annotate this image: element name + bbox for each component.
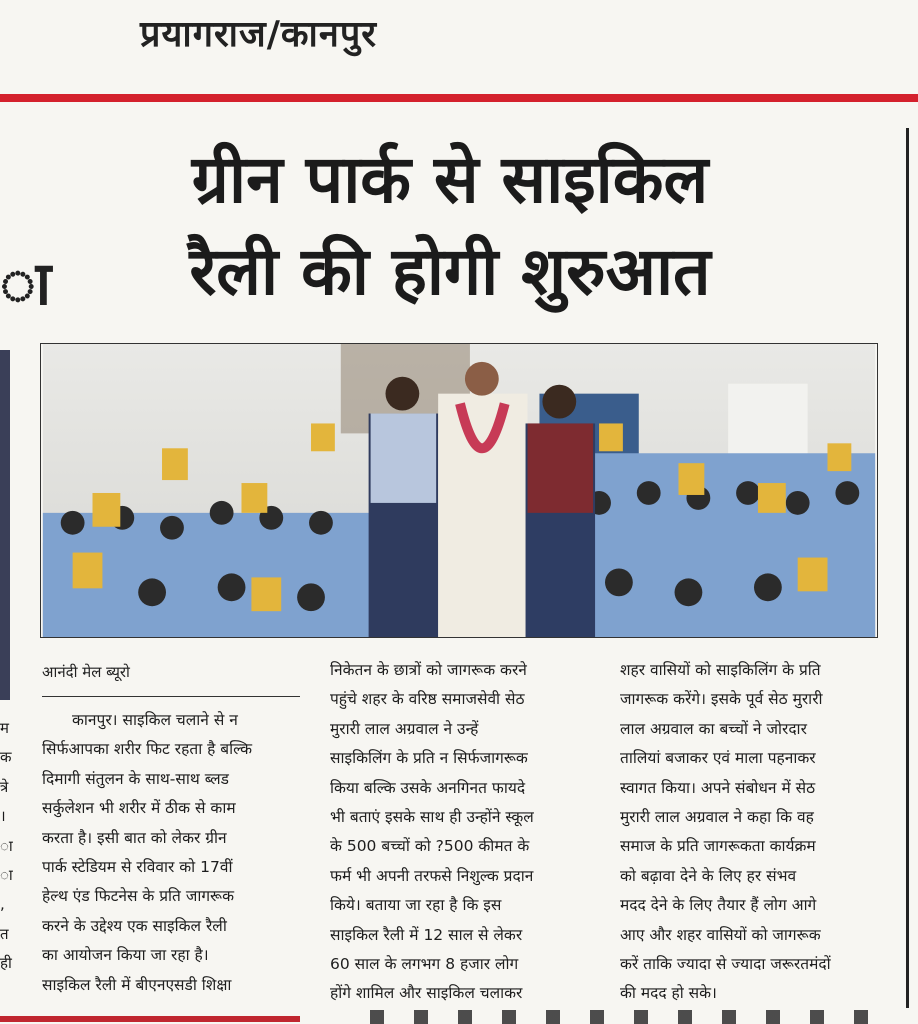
fragment-char: ा	[0, 866, 13, 885]
adjacent-photo-fragment	[0, 350, 10, 700]
fragment-char: त्रे	[0, 777, 9, 796]
article-line: लाल अग्रवाल का बच्चों ने जोरदार	[620, 719, 807, 738]
article-line: करें ताकि ज्यादा से ज्यादा जरूरतमंदों	[620, 955, 831, 974]
article-line: मदद देने के लिए तैयार हैं लोग आगे	[620, 896, 817, 915]
article-line: की मदद हो सके।	[620, 984, 717, 1003]
article-column-2	[330, 656, 592, 1009]
article-line: आए और शहर वासियों को जागरूक	[620, 925, 821, 944]
article-line: किये। बताया जा रहा है कि इस	[330, 896, 502, 915]
article-line: भी बताएं इसके साथ ही उन्होंने स्कूल	[330, 808, 534, 827]
guests	[369, 362, 595, 637]
headline-line-2: रैली की होगी शुरुआत	[189, 233, 711, 310]
article-line: के 500 बच्चों को ?500 कीमत के	[330, 837, 530, 856]
article-line: तालियां बजाकर एवं माला पहनाकर	[620, 749, 816, 768]
article-line: पहुंचे शहर के वरिष्ठ समाजसेवी सेठ	[330, 690, 525, 709]
article-line: करने के उद्देश्य एक साइकिल रैली	[42, 916, 227, 935]
article-line: कानपुर। साइकिल चलाने से न	[72, 711, 238, 729]
news-photo	[40, 343, 878, 638]
fragment-char: ही	[0, 954, 12, 973]
article-line: मुरारी लाल अग्रवाल ने उन्हें	[330, 719, 479, 738]
article-line: को बढ़ावा देने के लिए हर संभव	[620, 866, 797, 885]
article-column-1	[42, 706, 302, 1000]
article-line: मुरारी लाल अग्रवाल ने कहा कि वह	[620, 808, 814, 827]
fragment-char: ,	[0, 895, 5, 914]
fragment-char: ।	[0, 807, 6, 826]
fragment-char: क	[0, 748, 12, 767]
article-column-3	[620, 656, 886, 1009]
article-line: करता है। इसी बात को लेकर ग्रीन	[42, 828, 227, 847]
article-line: सर्कुलेशन भी शरीर में ठीक से काम	[42, 799, 236, 818]
article-line: साइकिल रैली में 12 साल से लेकर	[330, 925, 523, 944]
fragment-char: म	[0, 719, 9, 737]
article-line: का आयोजन किया जा रहा है।	[42, 946, 209, 965]
article-line: दिमागी संतुलन के साथ-साथ ब्लड	[42, 769, 229, 788]
bottom-red-divider	[0, 1016, 300, 1022]
article-line: पार्क स्टेडियम से रविवार को 17वीं	[42, 858, 233, 877]
column-border	[906, 128, 909, 1008]
section-header: प्रयागराज/कानपुर	[140, 14, 377, 55]
byline: आनंदी मेल ब्यूरो	[42, 663, 130, 681]
next-headline-cutoff	[370, 1010, 870, 1024]
article-line: किया बल्कि उसके अनगिनत फायदे	[330, 778, 526, 797]
article-line: निकेतन के छात्रों को जागरूक करने	[330, 661, 527, 679]
byline-divider	[42, 696, 300, 697]
article-line: जागरूक करेंगे। इसके पूर्व सेठ मुरारी	[620, 690, 823, 709]
article-line: समाज के प्रति जागरूकता कार्यक्रम	[620, 837, 816, 856]
article-line: साइकिल रैली में बीएनएसडी शिक्षा	[42, 975, 232, 994]
article-line: शहर वासियों को साइकिलिंग के प्रति	[620, 661, 821, 679]
article-line: साइकिलिंग के प्रति न सिर्फजागरूक	[330, 749, 528, 768]
article-line: सिर्फआपका शरीर फिट रहता है बल्कि	[42, 740, 253, 759]
fragment-char: त	[0, 924, 9, 943]
article-line: फर्म भी अपनी तरफसे निशुल्क प्रदान	[330, 866, 534, 885]
headline-line-1: ग्रीन पार्क से साइकिल	[191, 141, 709, 218]
article-line: हेल्थ एंड फिटनेस के प्रति जागरूक	[42, 887, 235, 906]
adjacent-column-fragments	[0, 714, 14, 979]
article-line: 60 साल के लगभग 8 हजार लोग	[330, 955, 519, 974]
article-line: होंगे शामिल और साइकिल चलाकर	[330, 984, 523, 1003]
article-line: स्वागत किया। अपने संबोधन में सेठ	[620, 778, 816, 797]
fragment-char: ा	[0, 836, 13, 855]
adjacent-article-fragment: ा	[0, 249, 52, 319]
red-divider	[0, 94, 918, 102]
